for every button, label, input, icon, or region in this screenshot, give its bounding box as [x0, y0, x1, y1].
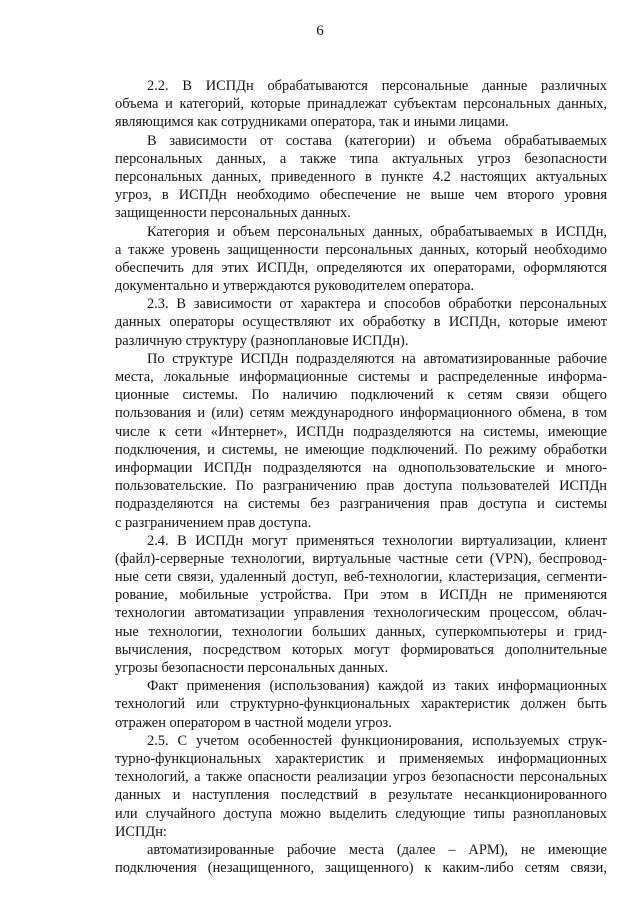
- text-line: вычисления, посредством которых могут формироваться дополнительные: [115, 641, 607, 658]
- text-line: 2.4. В ИСПДн могут применяться технологии виртуализации, клиент: [147, 532, 607, 549]
- text-line: ные сети связи, удаленный доступ, веб-технологии, кластеризация, сегменти-: [115, 569, 607, 586]
- text-line: а также уровень защищенности персональных данных, который необходимо: [115, 241, 607, 258]
- text-line: рование, мобильные устройства. При этом в ИСПДн не применяются: [115, 587, 607, 604]
- text-line: или случайного доступа можно выделить следующие типы разноплановых: [115, 805, 607, 822]
- text-line: технологий, а также опасности реализации угроз безопасности персональных: [115, 769, 607, 786]
- text-line: технологий или структурно-функциональных характеристик должен быть: [115, 696, 607, 713]
- text-line: Факт применения (использования) каждой из таких информационных: [147, 678, 607, 695]
- text-line: различную структуру (разноплановые ИСПДн).: [115, 332, 409, 349]
- text-line: (файл)-серверные технологии, виртуальные частные сети (VPN), беспровод-: [115, 550, 607, 567]
- document-body: [115, 77, 607, 877]
- text-line: информации ИСПДн подразделяются на однопользовательские и много-: [115, 459, 607, 476]
- text-line: 2.3. В зависимости от характера и способов обработки персональных: [147, 296, 607, 313]
- text-line: пользовательские. По разграничению прав доступа пользователей ИСПДн: [115, 478, 607, 495]
- text-line: объема и категорий, которые принадлежат субъектам персональных данных,: [115, 96, 607, 113]
- text-line: ИСПДн:: [115, 823, 167, 840]
- text-line: защищенности персональных данных.: [115, 205, 351, 222]
- text-line: Категория и объем персональных данных, обрабатываемых в ИСПДн,: [147, 223, 607, 240]
- text-line: персональных данных, приведенного в пункте 4.2 настоящих актуальных: [115, 168, 607, 185]
- text-line: являющимся как сотрудниками оператора, так и иными лицами.: [115, 114, 509, 131]
- page-number: 6: [316, 23, 324, 39]
- text-line: данных и наступления последствий в результате несанкционированного: [115, 787, 607, 804]
- text-line: угроз, в ИСПДн необходимо обеспечение не выше чем второго уровня: [115, 187, 607, 204]
- text-line: данных операторы осуществляют их обработку в ИСПДн, которые имеют: [115, 314, 607, 331]
- text-line: обеспечить для этих ИСПДн, определяются их операторами, оформляются: [115, 259, 607, 276]
- text-line: ционные системы. По наличию подключений к сетям связи общего: [115, 387, 607, 404]
- text-line: турно-функциональных характеристик и применяемых информационных: [115, 750, 607, 767]
- text-line: документально и утверждаются руководителем оператора.: [115, 278, 475, 295]
- text-line: ные технологии, технологии больших данных, суперкомпьютеры и грид-: [115, 623, 607, 640]
- text-line: пользования и (или) сетям международного информационного обмена, в том: [115, 405, 607, 422]
- text-line: угрозы безопасности персональных данных.: [115, 660, 389, 676]
- text-line: числе к сети «Интернет», ИСПДн подразделяются на системы, имеющие: [115, 423, 607, 440]
- text-line: 2.5. С учетом особенностей функционирования, используемых струк-: [147, 732, 607, 749]
- text-line: В зависимости от состава (категории) и объема обрабатываемых: [147, 132, 607, 149]
- text-line: отражен оператором в частной модели угроз.: [115, 714, 392, 731]
- text-line: подразделяются на системы без разграничения прав доступа и системы: [115, 496, 607, 513]
- text-line: места, локальные информационные системы и распределенные информа-: [115, 369, 607, 385]
- text-line: 2.2. В ИСПДн обрабатываются персональные данные различных: [147, 78, 607, 94]
- text-line: подключения (незащищенного, защищенного) к каким-либо сетям связи,: [115, 860, 607, 877]
- text-line: подключения, и системы, не имеющие подключений. По режиму обработки: [115, 441, 607, 458]
- text-line: По структуре ИСПДн подразделяются на автоматизированные рабочие: [147, 350, 607, 367]
- text-line: технологии автоматизации управления технологическим процессом, облач-: [115, 605, 607, 622]
- text-line: с разграничением прав доступа.: [115, 514, 312, 531]
- text-line: автоматизированные рабочие места (далее – АРМ), не имеющие: [147, 841, 607, 858]
- text-line: персональных данных, а также типа актуальных угроз безопасности: [115, 150, 607, 167]
